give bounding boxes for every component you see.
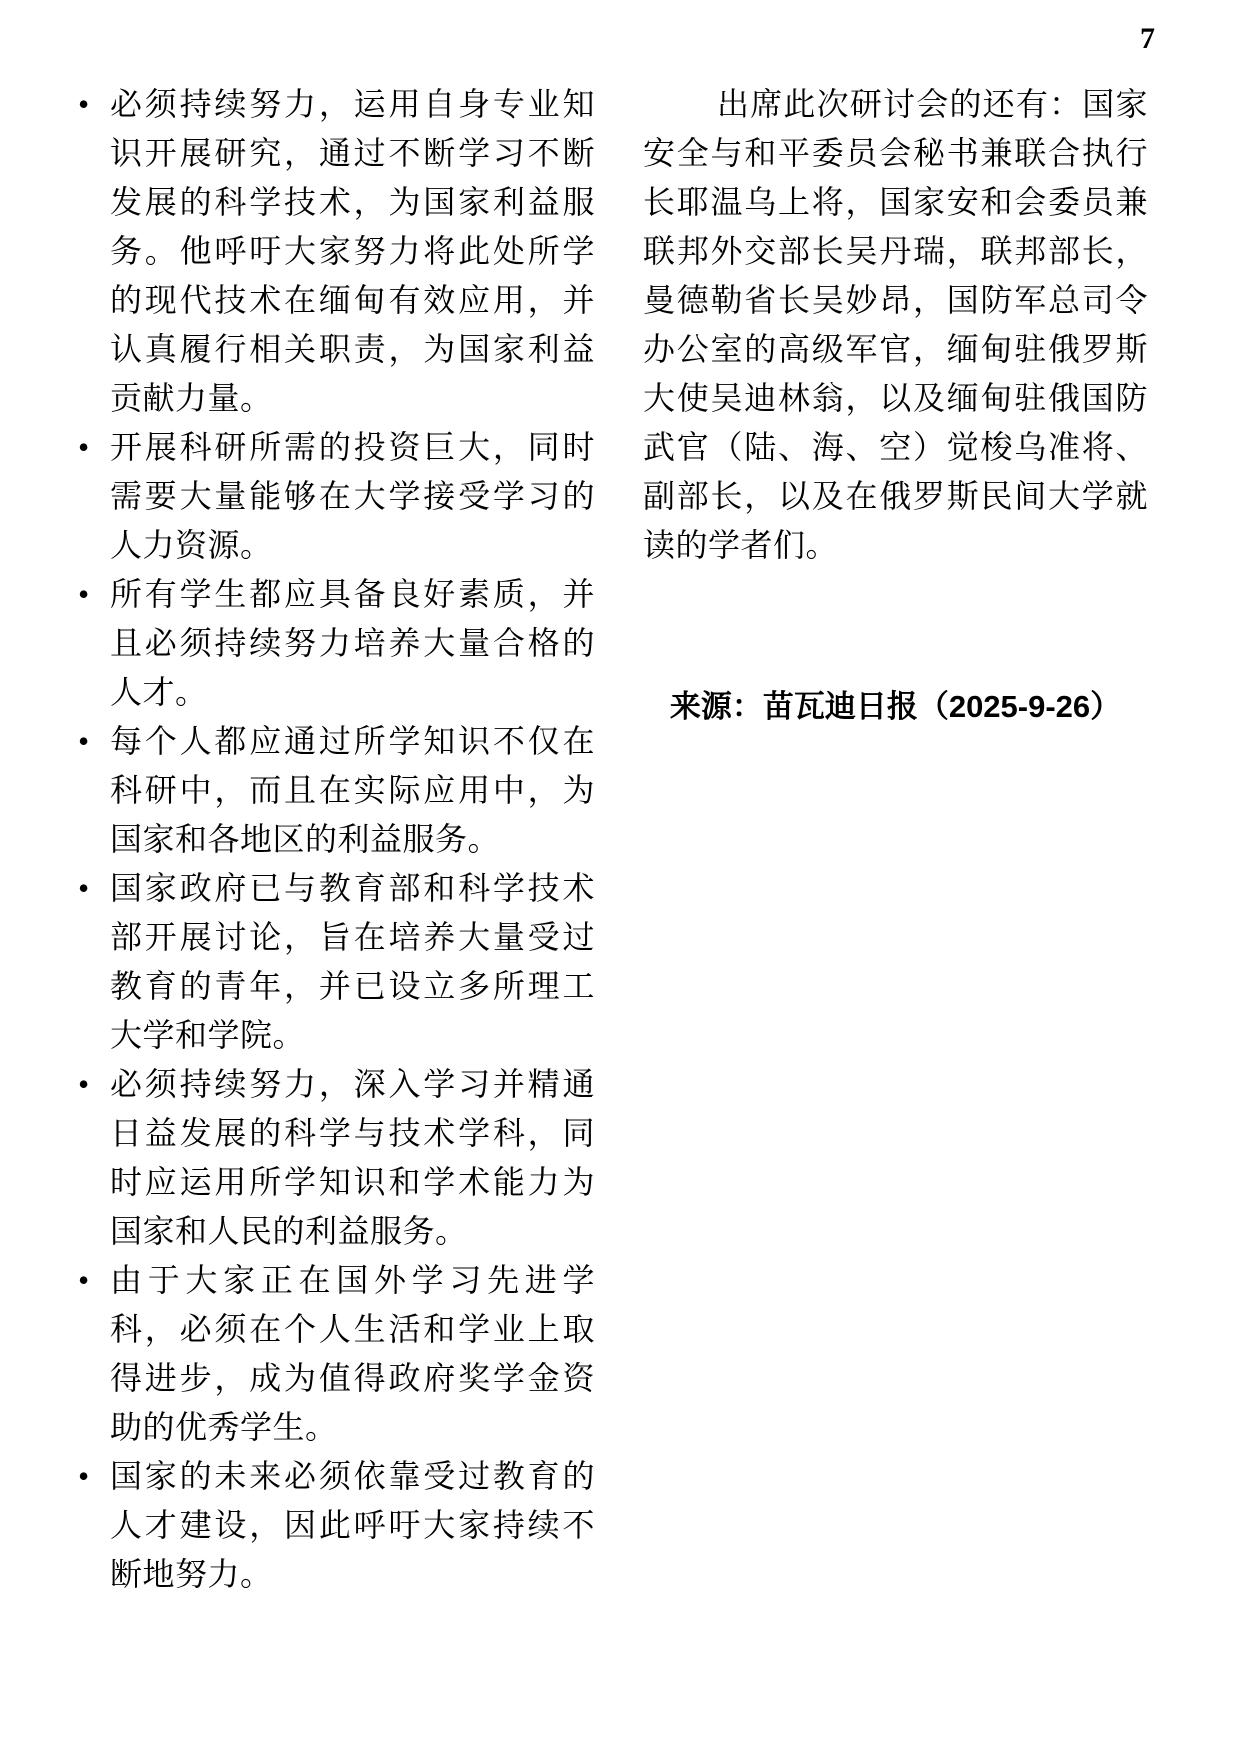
left-column: [78, 80, 595, 1599]
bullet-marker: •: [78, 1066, 90, 1102]
bullet-text: 必须持续努力，深入学习并精通日益发展的科学与技术学科，同时应运用所学知识和学术能力为国家和人民的利益服务。: [110, 1066, 595, 1249]
bullet-marker: •: [78, 86, 90, 122]
source-line: 来源：苗瓦迪日报（2025-9-26）: [669, 689, 1122, 724]
bullet-text: 国家政府已与教育部和科学技术部开展讨论，旨在培养大量受过教育的青年，并已设立多所理工大学和学院。: [110, 870, 595, 1053]
attendees-paragraph: 出席此次研讨会的还有：国家安全与和平委员会秘书兼联合执行长耶温乌上将，国家安和会委员兼联邦外交部长吴丹瑞，联邦部长，曼德勒省长吴妙昂，国防军总司令办公室的高级军官，缅甸驻俄罗斯大使吴迪林翁，以及缅甸驻俄国防武官（陆、海、空）觉梭乌准将、副部长，以及在俄罗斯民间大学就读的学者们。: [643, 86, 1148, 563]
bullet-item: [78, 1452, 595, 1599]
bullet-item: [78, 570, 595, 717]
right-column: [643, 80, 1148, 731]
bullet-text: 开展科研所需的投资巨大，同时需要大量能够在大学接受学习的人力资源。: [110, 429, 595, 563]
bullet-marker: •: [78, 429, 90, 465]
bullet-text: 每个人都应通过所学知识不仅在科研中，而且在实际应用中，为国家和各地区的利益服务。: [110, 723, 595, 857]
page-number: 7: [1140, 22, 1155, 55]
bullet-item: [78, 1060, 595, 1256]
bullet-text: 国家的未来必须依靠受过教育的人才建设，因此呼吁大家持续不断地努力。: [110, 1458, 595, 1592]
bullet-marker: •: [78, 576, 90, 612]
bullet-item: [78, 423, 595, 570]
bullet-list: [78, 80, 595, 1599]
bullet-text: 由于大家正在国外学习先进学科，必须在个人生活和学业上取得进步，成为值得政府奖学金资助的优秀学生。: [110, 1262, 595, 1445]
bullet-text: 所有学生都应具备良好素质，并且必须持续努力培养大量合格的人才。: [110, 576, 595, 710]
bullet-marker: •: [78, 870, 90, 906]
bullet-text: 必须持续努力，运用自身专业知识开展研究，通过不断学习不断发展的科学技术，为国家利益服务。他呼吁大家努力将此处所学的现代技术在缅甸有效应用，并认真履行相关职责，为国家利益贡献力量。: [110, 86, 595, 416]
bullet-item: [78, 1256, 595, 1452]
bullet-marker: •: [78, 1458, 90, 1494]
bullet-item: [78, 864, 595, 1060]
bullet-item: [78, 80, 595, 423]
bullet-item: [78, 717, 595, 864]
bullet-marker: •: [78, 723, 90, 759]
bullet-marker: •: [78, 1262, 90, 1298]
